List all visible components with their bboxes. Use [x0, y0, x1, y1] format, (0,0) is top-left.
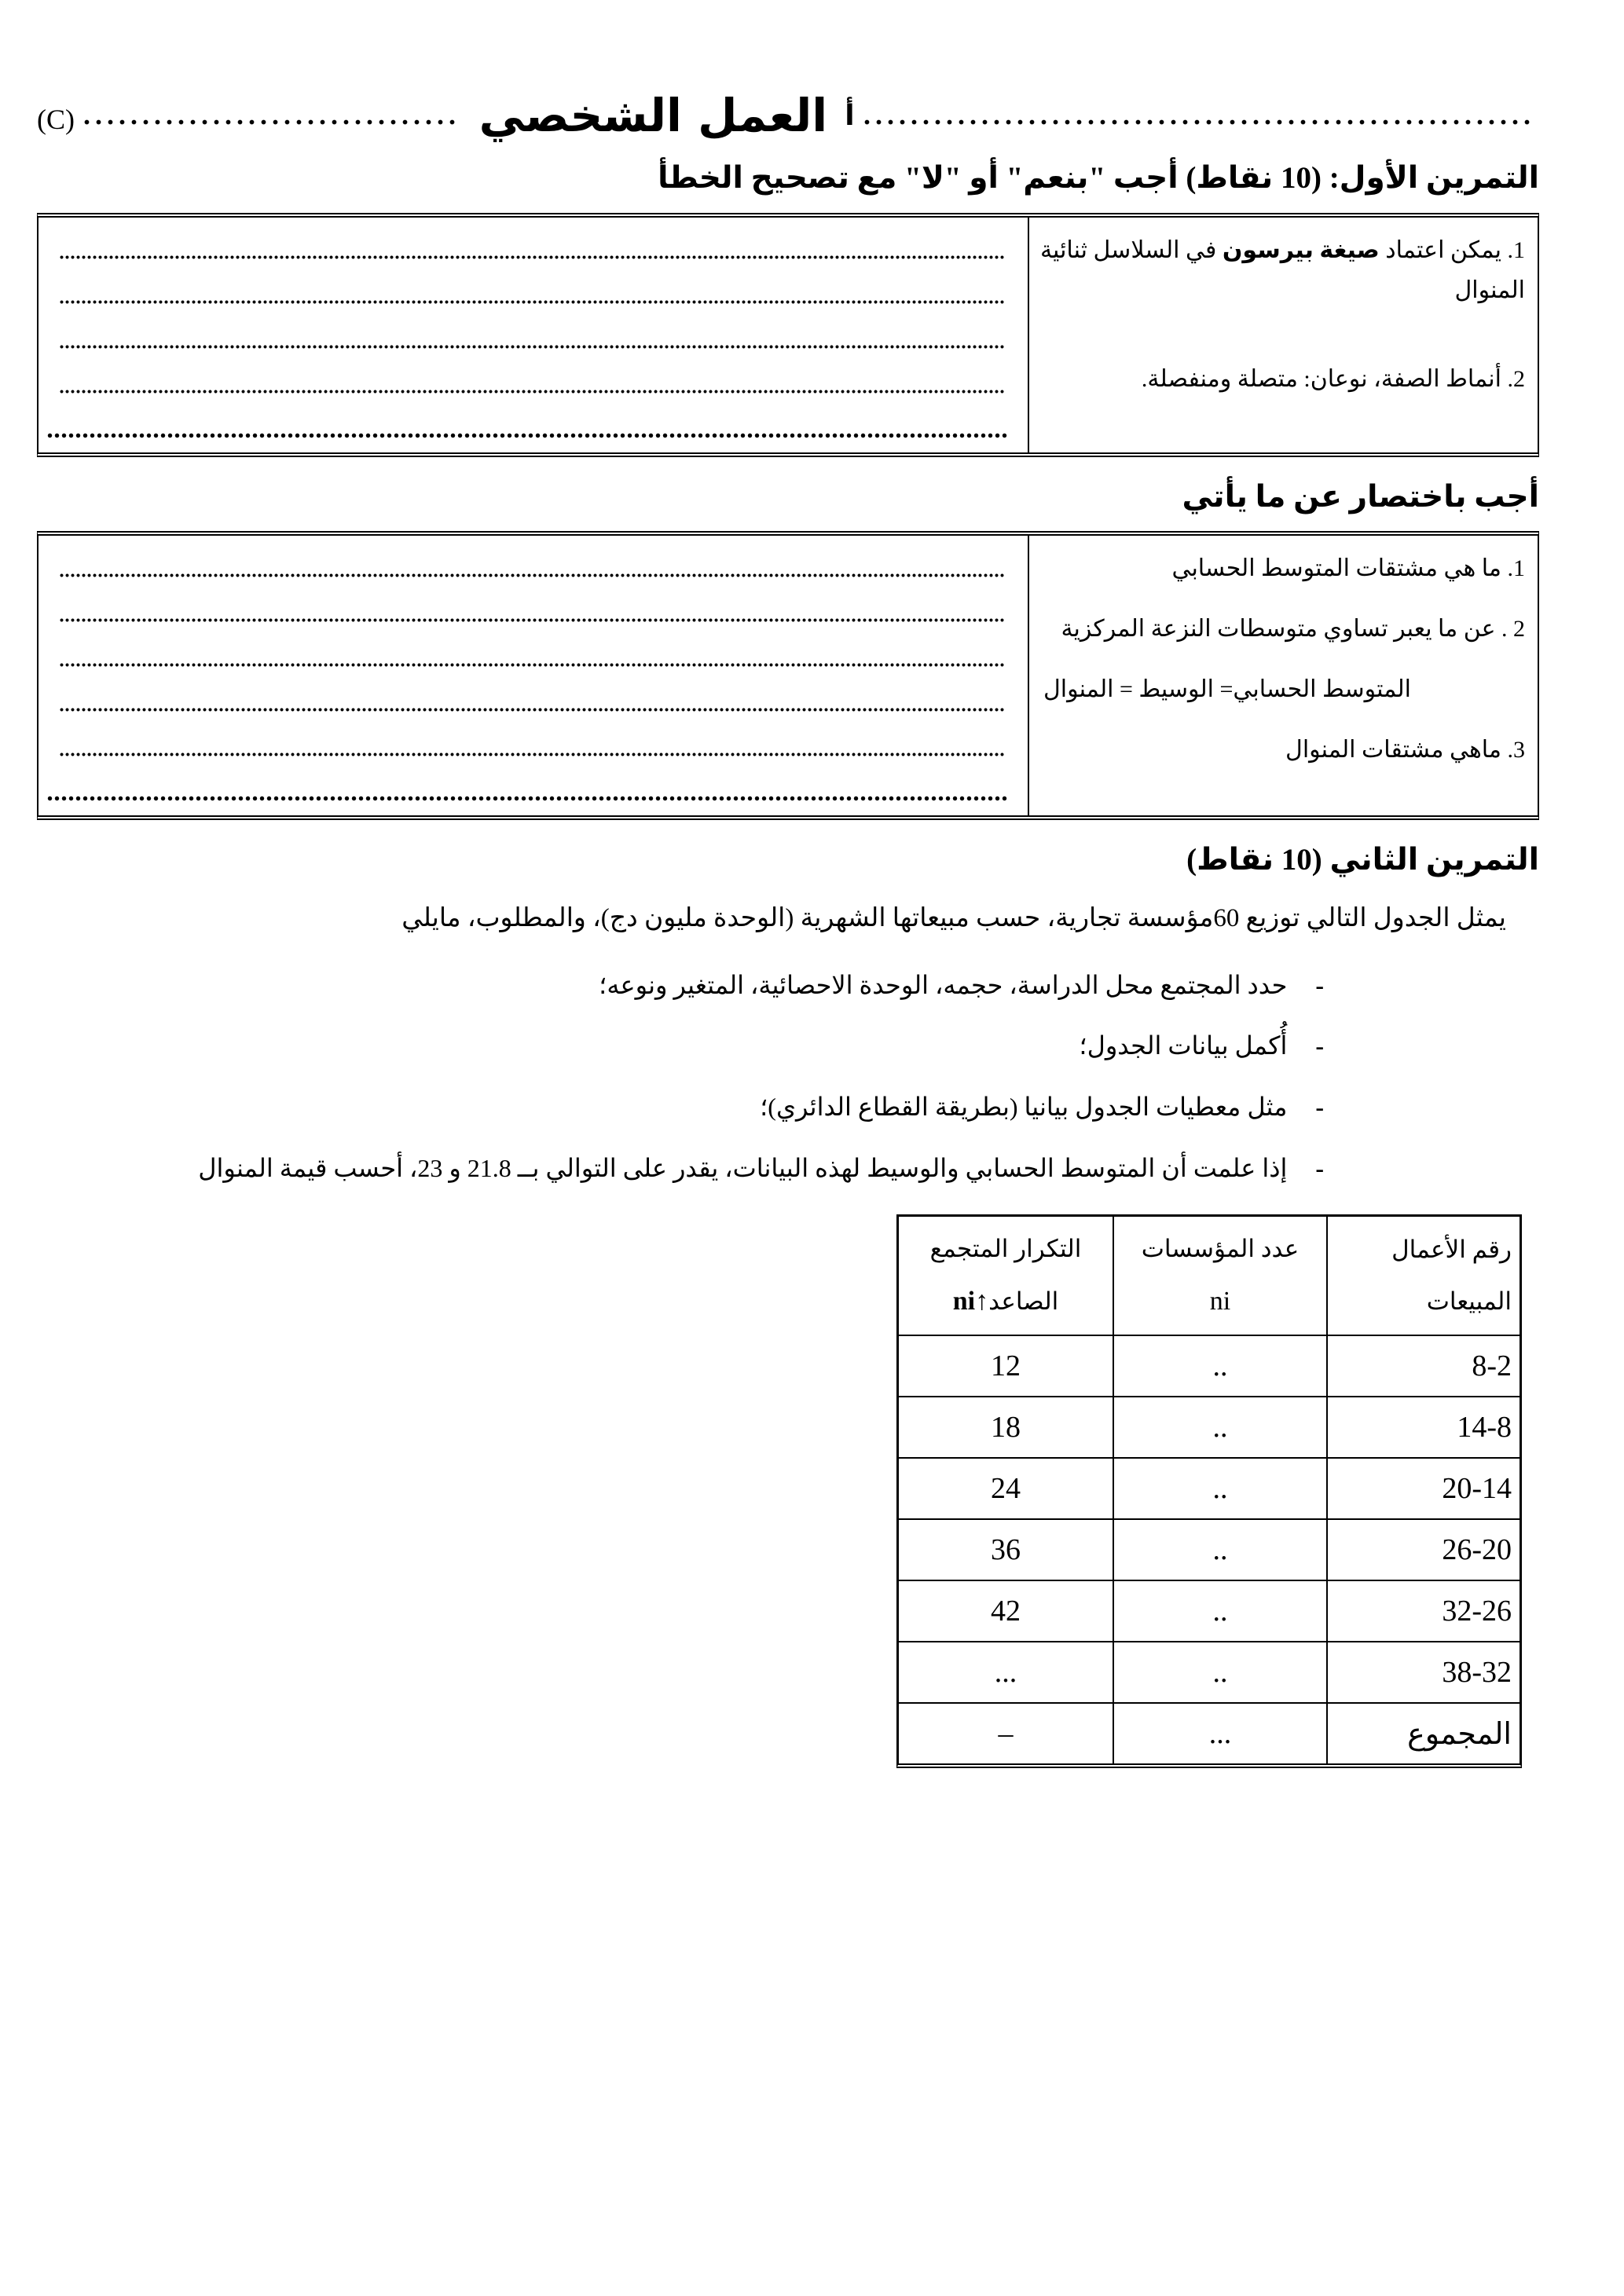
frequency-table-row: [899, 1641, 1520, 1702]
cumulative-label: الصاعد: [988, 1287, 1059, 1316]
dash-bullet: -: [1315, 1093, 1324, 1122]
frequency-table-body: [899, 1335, 1520, 1763]
interval-cell: المجموع: [1326, 1702, 1520, 1763]
answer-dotted-line: [59, 720, 1004, 764]
short-answer-table-row: [38, 536, 1538, 815]
short-answer-question-2-equation: المتوسط الحسابي= الوسيط = المنوال: [1043, 676, 1411, 703]
question-1-text-end: في السلاسل ثنائية المنوال: [1039, 236, 1525, 303]
column-header-sales-line2: المبيعات: [1426, 1287, 1512, 1316]
interval-cell: 26-20: [1326, 1518, 1520, 1580]
short-answer-answer-area: [38, 536, 1028, 815]
value-cell: 18: [899, 1396, 1113, 1457]
requirement-item-1: [37, 966, 1324, 1005]
interval-cell: 8-2: [1326, 1335, 1520, 1396]
value-cell: 42: [899, 1580, 1113, 1641]
column-header-sales: [1326, 1217, 1520, 1335]
answer-dotted-line: [59, 222, 1004, 267]
frequency-table-header: [899, 1217, 1520, 1335]
value-cell: ...: [899, 1641, 1113, 1702]
dash-bullet: -: [1315, 1031, 1324, 1060]
frequency-table-row: [899, 1702, 1520, 1763]
exercise2-requirements: [37, 966, 1539, 1188]
interval-cell: 38-32: [1326, 1641, 1520, 1702]
answer-dotted-line: [59, 764, 1004, 809]
requirement-item-3: [37, 1088, 1324, 1127]
short-answer-heading: أجب باختصار عن ما يأتي: [1182, 479, 1539, 514]
column-header-cumulative: [899, 1217, 1113, 1335]
requirement-item-4: [37, 1149, 1324, 1188]
answer-dotted-line: [59, 540, 1004, 585]
answer-dotted-line: [59, 585, 1004, 630]
dotted-fill-line-left: [81, 119, 456, 126]
answer-dotted-line: [59, 267, 1004, 312]
exercise2-intro: يمثل الجدول التالي توزيع 60مؤسسة تجارية، حسب مبيعاتها الشهرية (الوحدة مليون دج)، والمطلوب، مايلي: [401, 904, 1506, 933]
value-cell: 12: [899, 1335, 1113, 1396]
interval-cell: 20-14: [1326, 1457, 1520, 1518]
exercise1-answer-area: [38, 218, 1028, 452]
requirement-item-2: [37, 1027, 1324, 1066]
value-cell: 24: [899, 1457, 1113, 1518]
value-cell: ..: [1113, 1335, 1326, 1396]
requirement-text: أُكمل بيانات الجدول؛: [1079, 1031, 1288, 1060]
answer-dotted-line: [59, 675, 1004, 720]
value-cell: ..: [1113, 1396, 1326, 1457]
short-answer-question-2: 2 . عن ما يعبر تساوي متوسطات النزعة المركزية: [1061, 616, 1525, 643]
exercise1-table-row: [38, 218, 1538, 452]
exercise1-question-2: 2. أنماط الصفة، نوعان: متصلة ومنفصلة.: [1141, 365, 1525, 392]
interval-cell: 14-8: [1326, 1396, 1520, 1457]
answer-dotted-line: [59, 357, 1004, 401]
requirement-text: حدد المجتمع محل الدراسة، حجمه، الوحدة الاحصائية، المتغير ونوعه؛: [599, 970, 1288, 999]
value-cell: ..: [1113, 1457, 1326, 1518]
dash-bullet: -: [1315, 970, 1324, 999]
section-letter: أ: [845, 100, 855, 132]
dash-bullet: -: [1315, 1153, 1324, 1182]
interval-cell: 32-26: [1326, 1580, 1520, 1641]
dotted-fill-line-right: [861, 119, 1533, 126]
short-answer-table: [37, 531, 1539, 820]
frequency-table: [896, 1214, 1522, 1768]
value-cell: ...: [1113, 1702, 1326, 1763]
frequency-table-row: [899, 1335, 1520, 1396]
exercise1-question-1: [1037, 230, 1525, 310]
short-answer-question-3: 3. ماهي مشتقات المنوال: [1285, 737, 1525, 764]
question-1-text: 1. يمكن اعتماد: [1379, 236, 1525, 263]
frequency-table-row: [899, 1518, 1520, 1580]
ni-up-arrow-symbol: ni↑: [952, 1287, 989, 1316]
value-cell: 36: [899, 1518, 1113, 1580]
column-header-count-symbol: ni: [1209, 1287, 1231, 1316]
value-cell: ..: [1113, 1580, 1326, 1641]
question-1-bold-term: صيغة بيرسون: [1222, 236, 1380, 263]
value-cell: ..: [1113, 1518, 1326, 1580]
exercise1-questions-cell: [1028, 218, 1538, 452]
answer-dotted-line: [59, 630, 1004, 675]
value-cell: ..: [1113, 1641, 1326, 1702]
answer-dotted-line: [59, 401, 1004, 446]
exercise2-heading: التمرين الثاني (10 نقاط): [1186, 843, 1539, 877]
frequency-table-row: [899, 1580, 1520, 1641]
column-header-cumulative-line2: [907, 1287, 1105, 1316]
short-answer-question-1: 1. ما هي مشتقات المتوسط الحسابي: [1171, 555, 1525, 582]
frequency-table-row: [899, 1396, 1520, 1457]
requirement-text: مثل معطيات الجدول بيانيا (بطريقة القطاع الدائري)؛: [760, 1093, 1288, 1122]
column-header-count-line1: عدد المؤسسات: [1141, 1235, 1300, 1263]
answer-dotted-line: [59, 312, 1004, 357]
column-header-count: [1113, 1217, 1326, 1335]
column-header-cumulative-line1: التكرار المتجمع: [929, 1235, 1082, 1263]
exercise1-table: [37, 213, 1539, 457]
short-answer-questions-cell: [1028, 536, 1538, 815]
value-cell: –: [899, 1702, 1113, 1763]
column-header-sales-line1: رقم الأعمال: [1391, 1236, 1512, 1264]
requirement-text: إذا علمت أن المتوسط الحسابي والوسيط لهذه البيانات، يقدر على التوالي بــ 21.8 و 23، أحسب قيمة المنوال: [198, 1153, 1288, 1182]
frequency-table-row: [899, 1457, 1520, 1518]
page-title: العمل الشخصي: [478, 89, 828, 142]
page-header: [37, 72, 1539, 142]
frequency-table-header-row: [899, 1217, 1520, 1335]
exercise1-heading: التمرين الأول: (10 نقاط) أجب "بنعم" أو "لا" مع تصحيح الخطأ: [658, 161, 1539, 195]
c-label: (C): [37, 104, 75, 135]
